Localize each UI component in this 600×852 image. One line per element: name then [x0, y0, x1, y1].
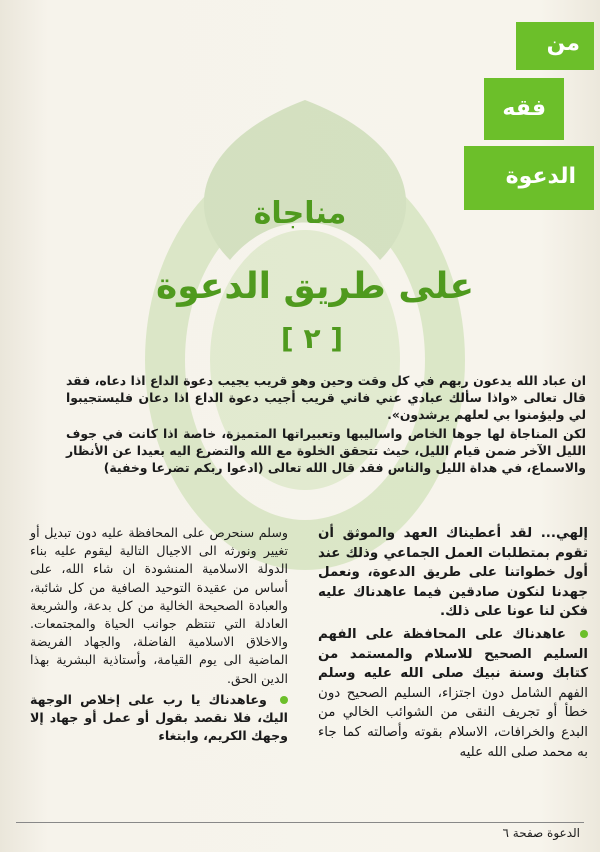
section-title-word2: فقه [502, 96, 546, 121]
intro-paragraph-2: لكن المناجاة لها جوها الخاص واساليبها وتعبيراتها المتميزة، خاصة اذا كانت في جوف الليل الآخر ضمن قيام الليل، حيث تتحقق الخلوة مع الله والتضرع اليه بعيدا عن الأنظار والاسماع، في هداة الليل والناس فقد قال الله تعالى (ادعوا ربكم تضرعا وخفية) [66, 426, 586, 475]
right-column [318, 524, 588, 765]
right-paragraph-2-bold: عاهدناك على المحافظة على الفهم السليم الصحيح للاسلام والمستمد من كتابك وسنة نبيك صلى الله عليه وسلم [318, 626, 588, 682]
right-paragraph-2 [318, 625, 588, 762]
intro-text [66, 372, 586, 478]
part-number: [ ٢ ] [280, 322, 344, 355]
bullet-icon [580, 630, 588, 638]
article-headline: على طريق الدعوة [155, 266, 475, 307]
footer-divider [16, 822, 584, 823]
right-paragraph-2-normal: الفهم الشامل دون اجتزاء، السليم الصحيح دون خطأ أو تجريف النقى من الشوائب الخالي من البدع والخرافات، الاسلام بقوته وأصالته كما جاء به محمد صلى الله عليه [318, 685, 588, 760]
bullet-icon [280, 696, 288, 704]
watermark-emblem [140, 60, 470, 580]
left-paragraph-2 [30, 691, 288, 746]
section-title-word1: من [546, 31, 580, 56]
left-column [30, 524, 288, 748]
intro-paragraph-1: ان عباد الله يدعون ربهم في كل وقت وحين وهو قريب يجيب دعوة الداع اذا دعاه، فقد قال تعالى «واذا سألك عبادي عني فاني قريب أجيب دعوة الداع اذا دعان فليستجيبوا لي وليؤمنوا بي لعلهم يرشدون». [66, 373, 586, 422]
left-paragraph-2-text: وعاهدناك يا رب على إخلاص الوجهة اليك، فلا نقصد بقول أو عمل أو جهاد إلا وجهك الكريم، وابتغاء [30, 691, 288, 744]
section-title-box [444, 22, 594, 210]
section-title-word3: الدعوة [505, 164, 576, 189]
left-paragraph-1: وسلم سنحرص على المحافظة عليه دون تبديل أو تغيير ونورثه الى الاجيال التالية ليقوم عليه بناء الدولة الاسلامية المنشودة ان شاء الله، على أساس من عقيدة التوحيد الصافية من كل شائبة، والعبادة الصحيحة الخالية من كل بدعة، والشريعة العادلة التي تنتظم جوانب الحياة والمجتمعات. والاخلاق الاسلامية الفاضلة، والجهاد الفريضة الماضية الى يوم القيامة، وأستاذية البشرية بهذا الدين الحق. [30, 525, 288, 686]
page-footer: الدعوة صفحة ٦ [502, 826, 580, 840]
right-paragraph-1: إلهي... لقد أعطيناك العهد والموثق أن تقوم بمتطلبات العمل الجماعي وذلك عند أول خطواتنا على طريق الدعوة، ونعمل جهدنا لنكون صادقين فيما عاهدناك عليه فكن لنا عونا على ذلك. [318, 526, 588, 620]
article-subtitle: مناجاة [253, 196, 347, 231]
